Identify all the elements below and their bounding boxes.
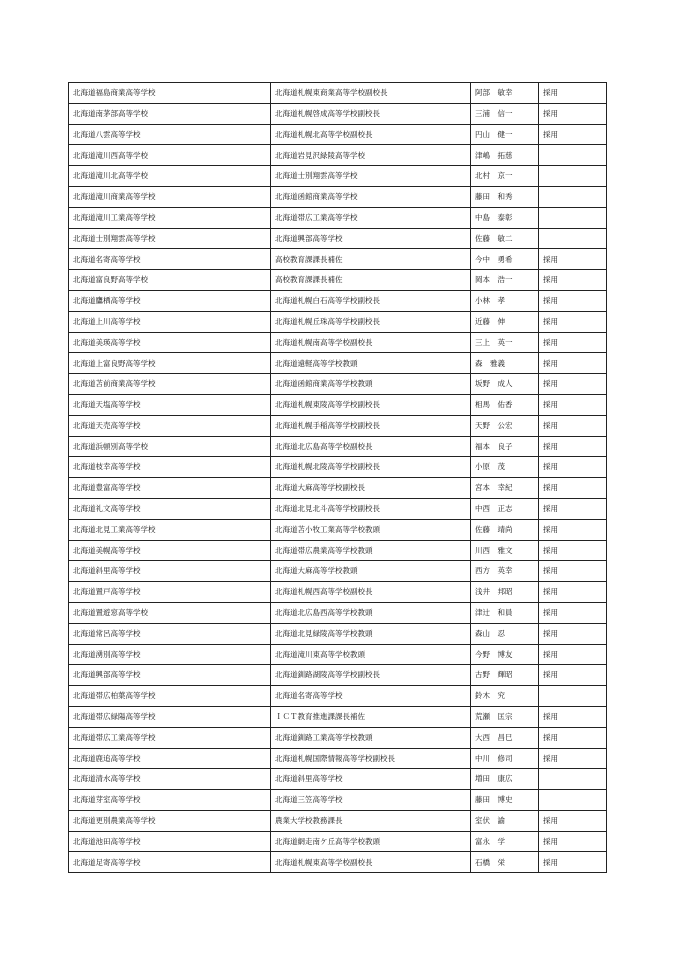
note-cell [539, 686, 607, 707]
table-row [69, 498, 607, 519]
table-row [69, 270, 607, 291]
position-cell: 北海道網走南ケ丘高等学校教頭 [271, 831, 471, 852]
note-cell: 採用 [539, 519, 607, 540]
position-cell: 北海道釧路工業高等学校教頭 [271, 727, 471, 748]
school-cell: 北海道滝川商業高等学校 [69, 186, 271, 207]
school-cell: 北海道枝幸高等学校 [69, 457, 271, 478]
position-cell: 北海道帯広工業高等学校 [271, 207, 471, 228]
note-cell: 採用 [539, 561, 607, 582]
name-cell: 小原 茂 [471, 457, 539, 478]
table-row [69, 166, 607, 187]
table-row [69, 706, 607, 727]
name-cell: 荒瀬 匡宗 [471, 706, 539, 727]
note-cell: 採用 [539, 852, 607, 873]
position-cell: 高校教育課課長補佐 [271, 249, 471, 270]
table-row [69, 124, 607, 145]
note-cell: 採用 [539, 748, 607, 769]
table-row [69, 228, 607, 249]
table-row [69, 249, 607, 270]
note-cell: 採用 [539, 290, 607, 311]
table-row [69, 311, 607, 332]
note-cell: 採用 [539, 810, 607, 831]
name-cell: 中島 泰彰 [471, 207, 539, 228]
note-cell: 採用 [539, 623, 607, 644]
school-cell: 北海道帯広緑陽高等学校 [69, 706, 271, 727]
name-cell: 今中 勇希 [471, 249, 539, 270]
position-cell: 北海道北広島西高等学校教頭 [271, 602, 471, 623]
table-row [69, 831, 607, 852]
name-cell: 大西 昌巳 [471, 727, 539, 748]
school-cell: 北海道上川高等学校 [69, 311, 271, 332]
position-cell: 北海道札幌北陵高等学校副校長 [271, 457, 471, 478]
position-cell: 北海道札幌北高等学校副校長 [271, 124, 471, 145]
position-cell: 北海道北見北斗高等学校副校長 [271, 498, 471, 519]
table-row [69, 207, 607, 228]
table-row [69, 436, 607, 457]
school-cell: 北海道天売高等学校 [69, 415, 271, 436]
note-cell: 採用 [539, 478, 607, 499]
school-cell: 北海道美幌高等学校 [69, 540, 271, 561]
school-cell: 北海道置戸高等学校 [69, 582, 271, 603]
table-row [69, 727, 607, 748]
name-cell: 佐藤 靖尚 [471, 519, 539, 540]
note-cell: 採用 [539, 311, 607, 332]
position-cell: ＩＣＴ教育推進課課長補佐 [271, 706, 471, 727]
position-cell: 北海道北見緑陵高等学校教頭 [271, 623, 471, 644]
note-cell [539, 769, 607, 790]
name-cell: 小林 孝 [471, 290, 539, 311]
name-cell: 今野 博友 [471, 644, 539, 665]
note-cell: 採用 [539, 415, 607, 436]
school-cell: 北海道滝川北高等学校 [69, 166, 271, 187]
table-row [69, 748, 607, 769]
school-cell: 北海道斜里高等学校 [69, 561, 271, 582]
school-cell: 北海道士別翔雲高等学校 [69, 228, 271, 249]
table-row [69, 665, 607, 686]
note-cell: 採用 [539, 706, 607, 727]
name-cell: 室伏 諭 [471, 810, 539, 831]
note-cell: 採用 [539, 665, 607, 686]
name-cell: 阿部 敏幸 [471, 83, 539, 104]
note-cell: 採用 [539, 83, 607, 104]
school-cell: 北海道池田高等学校 [69, 831, 271, 852]
note-cell: 採用 [539, 374, 607, 395]
name-cell: 増田 康広 [471, 769, 539, 790]
school-cell: 北海道興部高等学校 [69, 665, 271, 686]
position-cell: 北海道滝川東高等学校教頭 [271, 644, 471, 665]
table-row [69, 602, 607, 623]
name-cell: 森 雅義 [471, 353, 539, 374]
name-cell: 森山 忍 [471, 623, 539, 644]
table-row [69, 519, 607, 540]
name-cell: 川西 雅文 [471, 540, 539, 561]
table-row [69, 353, 607, 374]
note-cell [539, 228, 607, 249]
table-row [69, 540, 607, 561]
name-cell: 近藤 伸 [471, 311, 539, 332]
position-cell: 北海道帯広農業高等学校教頭 [271, 540, 471, 561]
table-row [69, 478, 607, 499]
position-cell: 北海道札幌東商業高等学校副校長 [271, 83, 471, 104]
note-cell [539, 145, 607, 166]
position-cell: 北海道札幌西高等学校副校長 [271, 582, 471, 603]
position-cell: 北海道函館商業高等学校教頭 [271, 374, 471, 395]
name-cell: 円山 健一 [471, 124, 539, 145]
position-cell: 北海道北広島高等学校副校長 [271, 436, 471, 457]
note-cell: 採用 [539, 540, 607, 561]
position-cell: 北海道札幌手稲高等学校副校長 [271, 415, 471, 436]
position-cell: 北海道函館商業高等学校 [271, 186, 471, 207]
position-cell: 北海道岩見沢緑陵高等学校 [271, 145, 471, 166]
note-cell [539, 166, 607, 187]
table-row [69, 394, 607, 415]
position-cell: 北海道遠軽高等学校教頭 [271, 353, 471, 374]
name-cell: 西方 英幸 [471, 561, 539, 582]
table-row [69, 561, 607, 582]
table-row [69, 457, 607, 478]
note-cell [539, 207, 607, 228]
personnel-table [68, 82, 607, 873]
note-cell: 採用 [539, 103, 607, 124]
school-cell: 北海道八雲高等学校 [69, 124, 271, 145]
position-cell: 北海道札幌国際情報高等学校副校長 [271, 748, 471, 769]
position-cell: 北海道札幌白石高等学校副校長 [271, 290, 471, 311]
position-cell: 北海道興部高等学校 [271, 228, 471, 249]
name-cell: 坂野 成人 [471, 374, 539, 395]
name-cell: 藤田 和秀 [471, 186, 539, 207]
school-cell: 北海道清水高等学校 [69, 769, 271, 790]
name-cell: 津嶋 拓慈 [471, 145, 539, 166]
table-row [69, 790, 607, 811]
note-cell [539, 790, 607, 811]
table-row [69, 686, 607, 707]
name-cell: 相馬 佑香 [471, 394, 539, 415]
name-cell: 宮本 幸紀 [471, 478, 539, 499]
school-cell: 北海道足寄高等学校 [69, 852, 271, 873]
name-cell: 藤田 博史 [471, 790, 539, 811]
school-cell: 北海道滝川工業高等学校 [69, 207, 271, 228]
note-cell: 採用 [539, 582, 607, 603]
name-cell: 富永 学 [471, 831, 539, 852]
school-cell: 北海道豊富高等学校 [69, 478, 271, 499]
table-row [69, 103, 607, 124]
school-cell: 北海道滝川西高等学校 [69, 145, 271, 166]
school-cell: 北海道帯広柏葉高等学校 [69, 686, 271, 707]
note-cell: 採用 [539, 332, 607, 353]
table-row [69, 810, 607, 831]
name-cell: 鈴木 究 [471, 686, 539, 707]
note-cell: 採用 [539, 249, 607, 270]
school-cell: 北海道苫前商業高等学校 [69, 374, 271, 395]
school-cell: 北海道更別農業高等学校 [69, 810, 271, 831]
school-cell: 北海道上富良野高等学校 [69, 353, 271, 374]
position-cell: 高校教育課課長補佐 [271, 270, 471, 291]
note-cell [539, 186, 607, 207]
position-cell: 北海道士別翔雲高等学校 [271, 166, 471, 187]
position-cell: 北海道名寄高等学校 [271, 686, 471, 707]
table-row [69, 769, 607, 790]
position-cell: 北海道札幌東陵高等学校副校長 [271, 394, 471, 415]
table-row [69, 644, 607, 665]
note-cell: 採用 [539, 831, 607, 852]
note-cell: 採用 [539, 602, 607, 623]
school-cell: 北海道北見工業高等学校 [69, 519, 271, 540]
position-cell: 農業大学校教務課長 [271, 810, 471, 831]
school-cell: 北海道帯広工業高等学校 [69, 727, 271, 748]
school-cell: 北海道富良野高等学校 [69, 270, 271, 291]
name-cell: 中川 修司 [471, 748, 539, 769]
position-cell: 北海道三笠高等学校 [271, 790, 471, 811]
school-cell: 北海道置遊窓高等学校 [69, 602, 271, 623]
name-cell: 浅井 邦昭 [471, 582, 539, 603]
name-cell: 三上 英一 [471, 332, 539, 353]
table-row [69, 582, 607, 603]
position-cell: 北海道斜里高等学校 [271, 769, 471, 790]
note-cell: 採用 [539, 498, 607, 519]
position-cell: 北海道札幌丘珠高等学校副校長 [271, 311, 471, 332]
name-cell: 津辻 和員 [471, 602, 539, 623]
school-cell: 北海道芽室高等学校 [69, 790, 271, 811]
position-cell: 北海道釧路湖陵高等学校副校長 [271, 665, 471, 686]
note-cell: 採用 [539, 727, 607, 748]
position-cell: 北海道札幌啓成高等学校副校長 [271, 103, 471, 124]
note-cell: 採用 [539, 644, 607, 665]
note-cell: 採用 [539, 270, 607, 291]
note-cell: 採用 [539, 124, 607, 145]
personnel-table-body [69, 83, 607, 873]
note-cell: 採用 [539, 457, 607, 478]
table-row [69, 852, 607, 873]
table-row [69, 415, 607, 436]
school-cell: 北海道福島商業高等学校 [69, 83, 271, 104]
name-cell: 北村 京一 [471, 166, 539, 187]
note-cell: 採用 [539, 436, 607, 457]
position-cell: 北海道大麻高等学校副校長 [271, 478, 471, 499]
school-cell: 北海道南茅部高等学校 [69, 103, 271, 124]
table-row [69, 623, 607, 644]
name-cell: 中西 正志 [471, 498, 539, 519]
name-cell: 佐藤 敏二 [471, 228, 539, 249]
name-cell: 天野 公宏 [471, 415, 539, 436]
note-cell: 採用 [539, 394, 607, 415]
school-cell: 北海道湧別高等学校 [69, 644, 271, 665]
name-cell: 古野 輝昭 [471, 665, 539, 686]
school-cell: 北海道礼文高等学校 [69, 498, 271, 519]
table-row [69, 83, 607, 104]
school-cell: 北海道美瑛高等学校 [69, 332, 271, 353]
table-row [69, 145, 607, 166]
school-cell: 北海道鷹栖高等学校 [69, 290, 271, 311]
table-row [69, 332, 607, 353]
position-cell: 北海道苫小牧工業高等学校教頭 [271, 519, 471, 540]
table-row [69, 374, 607, 395]
position-cell: 北海道札幌南高等学校副校長 [271, 332, 471, 353]
table-row [69, 290, 607, 311]
name-cell: 岡本 浩一 [471, 270, 539, 291]
school-cell: 北海道浜頓別高等学校 [69, 436, 271, 457]
school-cell: 北海道天塩高等学校 [69, 394, 271, 415]
name-cell: 福本 良子 [471, 436, 539, 457]
table-row [69, 186, 607, 207]
position-cell: 北海道札幌東高等学校副校長 [271, 852, 471, 873]
name-cell: 三浦 信一 [471, 103, 539, 124]
school-cell: 北海道鹿追高等学校 [69, 748, 271, 769]
note-cell: 採用 [539, 353, 607, 374]
school-cell: 北海道常呂高等学校 [69, 623, 271, 644]
name-cell: 石橋 栄 [471, 852, 539, 873]
position-cell: 北海道大麻高等学校教頭 [271, 561, 471, 582]
school-cell: 北海道名寄高等学校 [69, 249, 271, 270]
